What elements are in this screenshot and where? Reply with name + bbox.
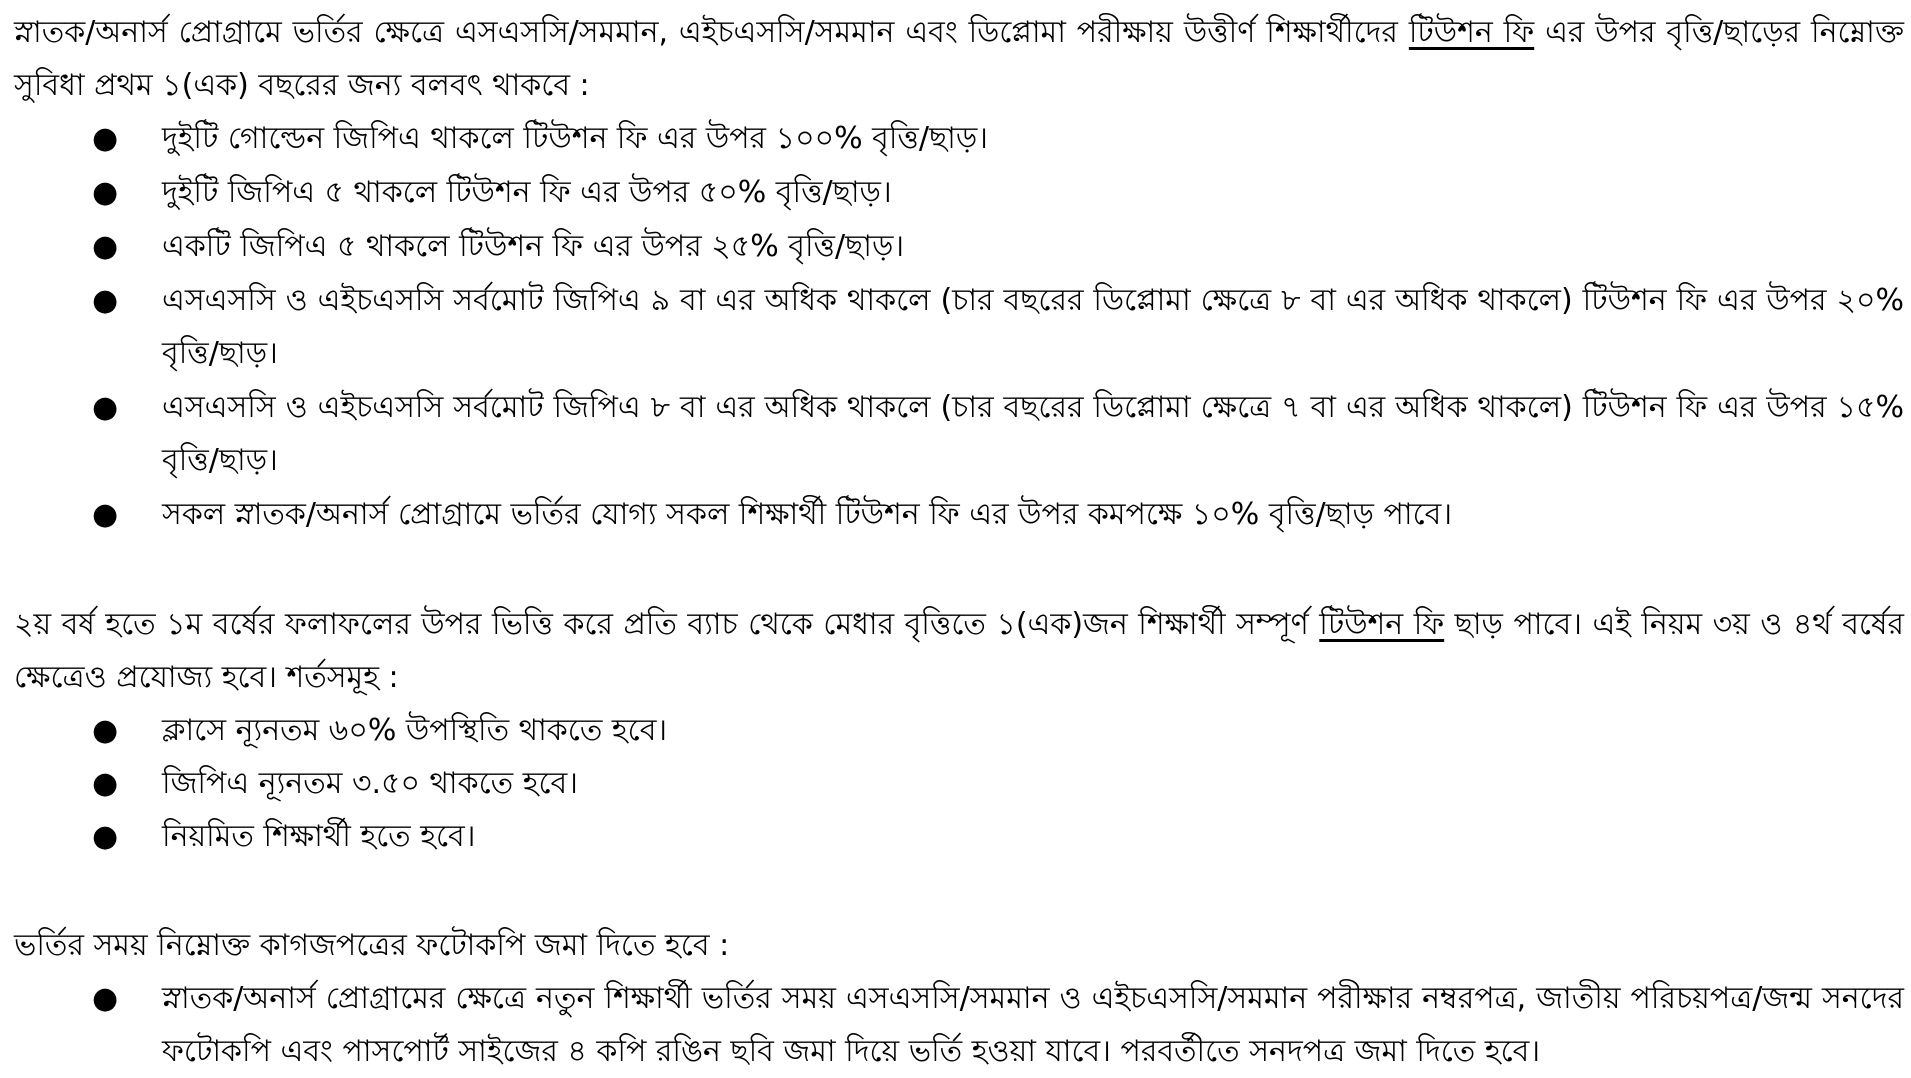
list-item-text: এসএসসি ও এইচএসসি সর্বমোট জিপিএ ৯ বা এর অধিক থাকলে (চার বছরের ডিপ্লোমা ক্ষেত্রে ৮ বা এর অধিক থাকলে) টিউশন ফি এর উপর ২০% বৃত্তি/ছাড়। (162, 283, 1904, 371)
bullet-icon: ● (92, 229, 119, 264)
list-item-text: জিপিএ ন্যূনতম ৩.৫০ থাকতে হবে। (162, 766, 578, 801)
tuition-fee-underlined: টিউশন ফি (1408, 15, 1535, 50)
list-item (14, 274, 1904, 380)
section-spacer (14, 542, 1904, 598)
list-item-text: দুইটি জিপিএ ৫ থাকলে টিউশন ফি এর উপর ৫০% বৃত্তি/ছাড়। (162, 175, 892, 210)
list-item (14, 112, 1904, 165)
merit-intro-text-2: ছাড় পাবে। এই নিয়ম ৩য় ও ৪র্থ বর্ষের ক্ষেত্রেও প্রযোজ্য হবে। শর্তসমূহ : (14, 607, 1904, 695)
list-item (14, 972, 1904, 1078)
list-item-text: ক্লাসে ন্যূনতম ৬০% উপস্থিতি থাকতে হবে। (162, 713, 668, 748)
bullet-icon: ● (92, 283, 119, 318)
tuition-fee-underlined: টিউশন ফি (1319, 607, 1445, 642)
list-item (14, 810, 1904, 863)
bullet-icon: ● (92, 390, 119, 425)
bullet-icon: ● (92, 981, 119, 1016)
bullet-icon: ● (92, 121, 119, 156)
bullet-icon: ● (92, 497, 119, 532)
list-item-text: একটি জিপিএ ৫ থাকলে টিউশন ফি এর উপর ২৫% বৃত্তি/ছাড়। (162, 229, 905, 264)
bullet-icon: ● (92, 175, 119, 210)
list-item (14, 488, 1904, 541)
list-item (14, 381, 1904, 487)
merit-intro-text-1: ২য় বর্ষ হতে ১ম বর্ষের ফলাফলের উপর ভিত্তি করে প্রতি ব্যাচ থেকে মেধার বৃত্তিতে ১(এক)জন শিক্ষার্থী সম্পূর্ণ (14, 607, 1320, 642)
bullet-icon: ● (92, 766, 119, 801)
scholarship-intro-text-2: এর উপর বৃত্তি/ছাড়ের নিম্নোক্ত সুবিধা প্রথম ১(এক) বছরের জন্য বলবৎ থাকবে : (14, 15, 1904, 103)
bullet-icon: ● (92, 819, 119, 854)
list-item-text: সকল স্নাতক/অনার্স প্রোগ্রামে ভর্তির যোগ্য সকল শিক্ষার্থী টিউশন ফি এর উপর কমপক্ষে ১০% বৃত্তি/ছাড় পাবে। (162, 497, 1453, 532)
merit-scholarship-paragraph (14, 598, 1904, 704)
scholarship-list (14, 112, 1904, 541)
list-item (14, 166, 1904, 219)
list-item (14, 704, 1904, 757)
documents-intro-paragraph: ভর্তির সময় নিম্নোক্ত কাগজপত্রের ফটোকপি জমা দিতে হবে : (14, 928, 730, 963)
list-item (14, 220, 1904, 273)
scholarship-intro-text-1: স্নাতক/অনার্স প্রোগ্রামে ভর্তির ক্ষেত্রে এসএসসি/সমমান, এইচএসসি/সমমান এবং ডিপ্লোমা পরীক্ষায় উত্তীর্ণ শিক্ষার্থীদের (14, 15, 1409, 50)
list-item (14, 757, 1904, 810)
documents-list (14, 972, 1904, 1078)
list-item-text: নিয়মিত শিক্ষার্থী হতে হবে। (162, 819, 476, 854)
document-page (14, 6, 1904, 1078)
conditions-list (14, 704, 1904, 863)
list-item-text: এসএসসি ও এইচএসসি সর্বমোট জিপিএ ৮ বা এর অধিক থাকলে (চার বছরের ডিপ্লোমা ক্ষেত্রে ৭ বা এর অধিক থাকলে) টিউশন ফি এর উপর ১৫% বৃত্তি/ছাড়। (162, 390, 1904, 478)
section-spacer (14, 863, 1904, 919)
list-item-text: দুইটি গোল্ডেন জিপিএ থাকলে টিউশন ফি এর উপর ১০০% বৃত্তি/ছাড়। (162, 121, 988, 156)
list-item-text: স্নাতক/অনার্স প্রোগ্রামের ক্ষেত্রে নতুন শিক্ষার্থী ভর্তির সময় এসএসসি/সমমান ও এইচএসসি/সমমান পরীক্ষার নম্বরপত্র, জাতীয় পরিচয়পত্র/জন্ম সনদের ফটোকপি এবং পাসপোর্ট সাইজের ৪ কপি রঙিন ছবি জমা দিয়ে ভর্তি হওয়া যাবে। পরবর্তীতে সনদপত্র জমা দিতে হবে। (162, 981, 1904, 1069)
scholarship-intro-paragraph (14, 6, 1904, 112)
bullet-icon: ● (92, 713, 119, 748)
